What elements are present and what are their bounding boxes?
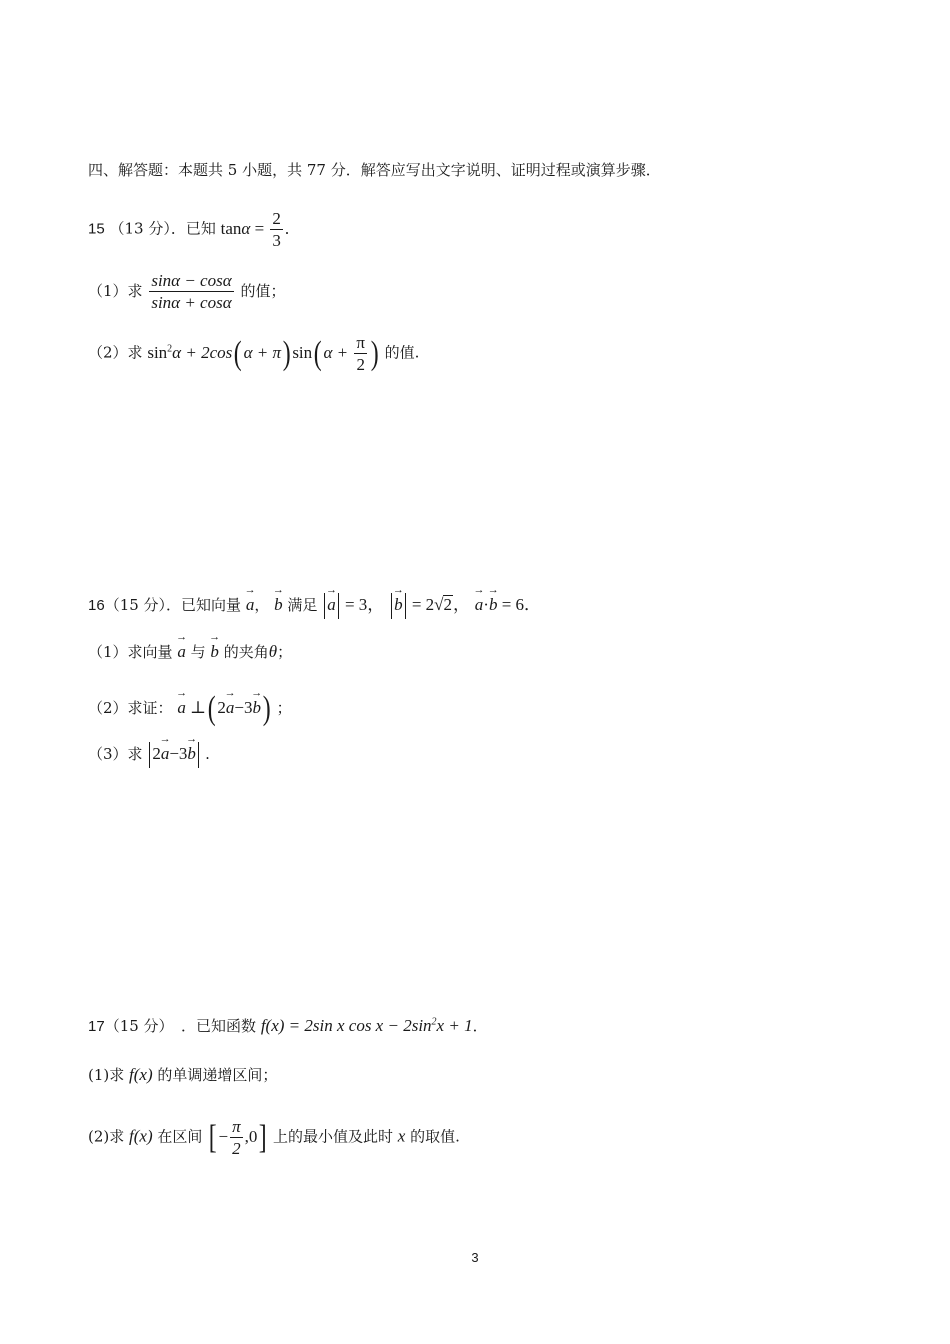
q16-part2: （2）求证： → a ⊥(2→ a−3→ b) ； [88, 692, 292, 726]
q17-function: f(x) = 2sin x $\cos x - 2\sin^2x + 1$ [260, 1016, 473, 1035]
q15-part1-label: （1）求 [88, 281, 143, 300]
q15-part2-pi-fraction: $\frac{\pi}{2}$ [356, 333, 365, 375]
q15-part2 [88, 332, 419, 376]
page-number: 3 [471, 1250, 479, 1265]
q17-number: 17 [88, 1018, 105, 1035]
q15-part1-suffix: 的值； [240, 281, 286, 300]
q15-part2-expression: $\sin^2\alpha + 2\cos(\alpha + \pi)\sin(\alpha$ + $\frac{\pi}{2}$ ) [147, 333, 379, 375]
q16-dot-product: → a·→ b = 6． [475, 595, 541, 614]
q16-part3: （3）求 2→ a−3→ b . [88, 742, 210, 768]
q17-part1-label: (1)求 [88, 1066, 125, 1084]
vector-b: → b [274, 596, 283, 613]
vector-a: → a [246, 596, 255, 613]
q16-part1: （1）求向量 → a 与 → b 的夹角θ； [88, 643, 292, 660]
q16-part2-label: （2）求证： [88, 698, 173, 717]
q15-part1-fraction: $\frac{\sin\alpha - \cos\alpha}{\sin\alpha + \cos\alpha}$ [151, 271, 232, 313]
q15-part2-suffix: 的值. [384, 343, 420, 362]
q15-given: tanα = $\frac{2}{3}$ . [220, 209, 290, 251]
q16-stem: 16（15 分）．已知向量 → a， → b 满足 → a = 3， → b = 2√2， → a·→ b = 6． [88, 593, 541, 619]
q16-part1-label: （1）求向量 [88, 643, 173, 661]
q17-part2: (2)求 f(x) 在区间 [− $\frac{\pi}{2}$ ,0] 上的最小值及此时 x 的取值. [88, 1117, 460, 1159]
q16-number: 16 [88, 596, 105, 614]
q16-part2-expression: → a ⊥(2→ a−3→ b) [177, 698, 276, 717]
q16-norm-a: → a = 3， [322, 595, 384, 614]
q17-stem: 17（15 分） ．已知函数 f(x) = 2sin x $\cos x - 2\sin^2x + 1$． [88, 1016, 488, 1035]
q15-stem [88, 208, 289, 252]
q17-score: （15 分） ．已知函数 [104, 1017, 257, 1035]
q17-part1: (1)求 f(x) 的单调递增区间； [88, 1065, 278, 1084]
q15-part2-label: （2）求 [88, 343, 143, 362]
q15-given-fraction: $\frac{2}{3}$ [272, 209, 281, 251]
q15-part1 [88, 270, 285, 314]
q15-score: （13 分）．已知 [109, 219, 216, 238]
q16-part3-label: （3）求 [88, 744, 143, 763]
q16-part3-expression: 2→ a−3→ b [147, 744, 205, 763]
q17-part2-label: (2)求 [88, 1127, 125, 1146]
q16-score: （15 分）．已知向量 [104, 595, 242, 614]
q16-norm-b: → b = 2√2， [389, 595, 470, 614]
q16-satisfy: 满足 [287, 595, 318, 614]
q15-number: 15 [88, 220, 105, 238]
section-heading: 四、解答题：本题共 5 小题，共 77 分．解答应写出文字说明、证明过程或演算步骤． [88, 161, 661, 179]
q17-interval: [− $\frac{\pi}{2}$ ,0] [208, 1117, 268, 1159]
